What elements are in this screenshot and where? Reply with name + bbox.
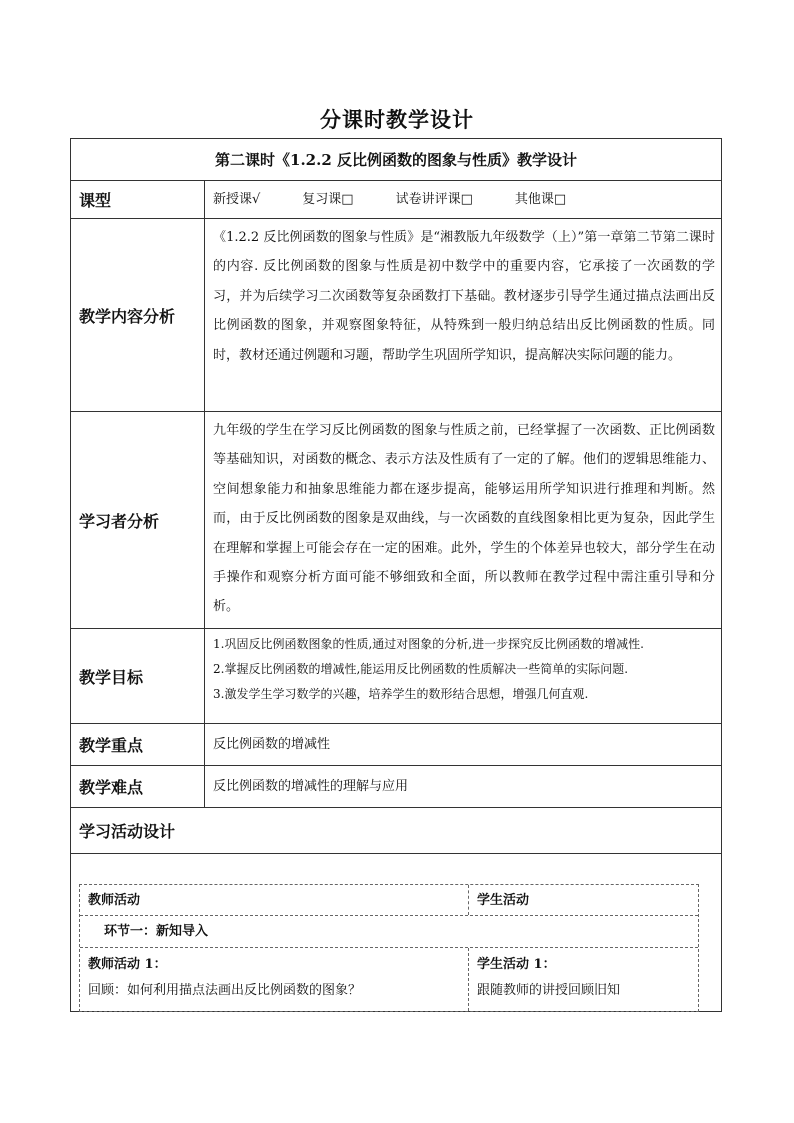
stage-label: 环节一：新知导入 (80, 916, 698, 948)
content-analysis-row (71, 219, 721, 412)
lesson-type-other: 其他课□ (514, 191, 567, 207)
teaching-goal-item: 2.掌握反比例函数的增减性,能运用反比例函数的性质解决一些简单的实际问题. (213, 662, 629, 676)
key-point-label: 教学重点 (71, 724, 205, 765)
lesson-design-table (70, 138, 722, 1012)
learner-analysis-row (71, 412, 721, 629)
teacher-activity-text: 回顾：如何利用描点法画出反比例函数的图象？ (88, 983, 362, 998)
difficulty-label: 教学难点 (71, 766, 205, 807)
content-analysis-text: 《1.2.2 反比例函数的图象与性质》是“湘教版九年级数学（上）”第一章第二节第二课时的内容. 反比例函数的图象与性质是初中数学中的重要内容，它承接了一次函数的学习，并为后续学习二次函数等复杂函数打下基础。教材逐步引导学生通过描点法画出反比例函数的图象，并观察图象特征，从特殊到一般归纳总结出反比例函数的性质。同时，教材还通过例题和习题，帮助学生巩固所学知识，提高解决实际问题的能力。 (213, 230, 715, 363)
lesson-title: 第二课时《1.2.2 反比例函数的图象与性质》教学设计 (71, 139, 721, 181)
lesson-type-exam-review: 试卷讲评课□ (395, 191, 473, 207)
teacher-activity-title: 教师活动 1： (88, 957, 167, 972)
lesson-type-options (205, 181, 721, 218)
activity-row (80, 948, 698, 1011)
learner-analysis-text: 九年级的学生在学习反比例函数的图象与性质之前，已经掌握了一次函数、正比例函数等基础知识，对函数的概念、表示方法及性质有了一定的了解。他们的逻辑思维能力、空间想象能力和抽象思维能力都在逐步提高，能够运用所学知识进行推理和判断。然而，由于反比例函数的图象是双曲线，与一次函数的直线图象相比更为复杂，因此学生在理解和掌握上可能会存在一定的困难。此外，学生的个体差异也较大，部分学生在动手操作和观察分析方面可能不够细致和全面，所以教师在教学过程中需注重引导和分析。 (213, 423, 715, 615)
content-analysis-label: 教学内容分析 (71, 219, 205, 411)
student-activity-text: 跟随教师的讲授回顾旧知 (477, 983, 621, 998)
lesson-type-new: 新授课√ (213, 191, 261, 207)
difficulty-row (71, 766, 721, 808)
teaching-goal-item: 1.巩固反比例函数图象的性质,通过对图象的分析,进一步探究反比例函数的增减性. (213, 637, 644, 651)
key-point-row (71, 724, 721, 766)
student-activity-title: 学生活动 1： (477, 957, 556, 972)
lesson-type-label: 课型 (71, 181, 205, 218)
activity-design-label: 学习活动设计 (71, 808, 721, 854)
teaching-goals-list (205, 629, 721, 723)
key-point-text: 反比例函数的增减性 (213, 736, 331, 752)
teaching-goals-label: 教学目标 (71, 629, 205, 723)
teacher-activity-header: 教师活动 (80, 885, 469, 915)
teaching-goals-row (71, 629, 721, 724)
document-title: 分课时教学设计 (320, 107, 474, 132)
lesson-type-row (71, 181, 721, 219)
teacher-activity-cell (80, 948, 469, 1011)
student-activity-cell (469, 948, 698, 1011)
difficulty-text: 反比例函数的增减性的理解与应用 (213, 778, 409, 794)
activity-header-row (80, 885, 698, 916)
activity-table (79, 884, 699, 1012)
student-activity-header: 学生活动 (477, 893, 530, 908)
lesson-type-review: 复习课□ (302, 191, 354, 207)
learner-analysis-label: 学习者分析 (71, 412, 205, 628)
teaching-goal-item: 3.激发学生学习数学的兴趣，培养学生的数形结合思想，增强几何直观. (213, 687, 589, 701)
